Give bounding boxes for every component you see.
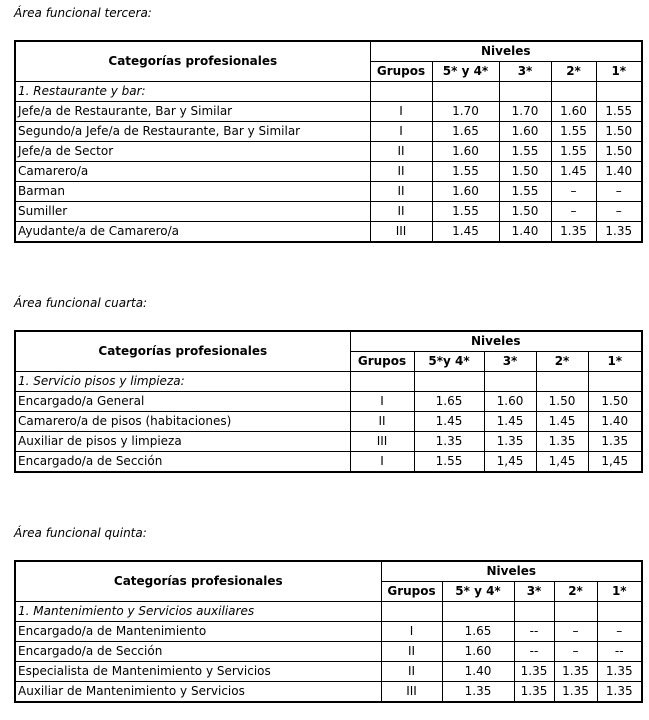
value-cell: 1.50 — [588, 392, 642, 412]
value-cell: 1.60 — [442, 642, 514, 662]
grupo-cell: II — [370, 182, 432, 202]
table-row — [15, 452, 642, 473]
table-row — [15, 412, 642, 432]
value-cell: 1.55 — [432, 202, 499, 222]
value-cell: 1.35 — [554, 662, 597, 682]
value-cell: 1.40 — [499, 222, 551, 243]
level-col-header: 1* — [588, 352, 642, 372]
value-cell: 1.35 — [588, 432, 642, 452]
value-cell: 1.55 — [499, 142, 551, 162]
section-row — [15, 82, 642, 102]
area-title-cuarta: Área funcional cuarta: — [14, 296, 148, 310]
level-col-header: 1* — [597, 582, 642, 602]
level-col-header: 2* — [554, 582, 597, 602]
table-row — [15, 162, 642, 182]
value-cell: 1.55 — [551, 122, 596, 142]
value-cell: – — [554, 642, 597, 662]
category-name: Especialista de Mantenimiento y Servicios — [15, 662, 381, 682]
value-cell: 1.60 — [432, 142, 499, 162]
value-cell: 1.40 — [588, 412, 642, 432]
value-cell: – — [551, 202, 596, 222]
value-cell: 1,45 — [484, 452, 536, 473]
value-cell: 1.45 — [432, 222, 499, 243]
category-name: Camarero/a — [15, 162, 370, 182]
value-cell: 1.65 — [432, 122, 499, 142]
value-cell: 1.70 — [432, 102, 499, 122]
grupo-cell: II — [381, 662, 442, 682]
value-cell: 1.35 — [414, 432, 484, 452]
grupos-header: Grupos — [381, 582, 442, 602]
value-cell: 1.35 — [484, 432, 536, 452]
level-col-header: 5* y 4* — [432, 62, 499, 82]
table-row — [15, 182, 642, 202]
value-cell: 1.55 — [499, 182, 551, 202]
niveles-header: Niveles — [350, 331, 642, 352]
categories-header: Categorías profesionales — [15, 41, 370, 82]
table-row — [15, 642, 642, 662]
table-row — [15, 202, 642, 222]
value-cell: 1.55 — [551, 142, 596, 162]
value-cell: 1.35 — [514, 682, 554, 703]
value-cell: 1.35 — [514, 662, 554, 682]
table-row — [15, 432, 642, 452]
level-col-header: 3* — [484, 352, 536, 372]
grupo-cell: II — [370, 162, 432, 182]
category-name: Encargado/a General — [15, 392, 350, 412]
grupo-cell: III — [350, 432, 414, 452]
grupos-header: Grupos — [370, 62, 432, 82]
value-cell: 1.50 — [499, 162, 551, 182]
grupo-cell: I — [350, 392, 414, 412]
value-cell: 1.50 — [499, 202, 551, 222]
value-cell: 1.35 — [442, 682, 514, 703]
level-col-header: 5*y 4* — [414, 352, 484, 372]
level-col-header: 3* — [499, 62, 551, 82]
value-cell: 1.45 — [536, 412, 588, 432]
category-name: Encargado/a de Mantenimiento — [15, 622, 381, 642]
table-area-tercera — [14, 40, 643, 243]
table-row — [15, 622, 642, 642]
value-cell: -- — [514, 622, 554, 642]
table-row — [15, 102, 642, 122]
category-name: Encargado/a de Sección — [15, 642, 381, 662]
value-cell: 1,45 — [536, 452, 588, 473]
value-cell: 1.35 — [554, 682, 597, 703]
category-name: Auxiliar de Mantenimiento y Servicios — [15, 682, 381, 703]
categories-header: Categorías profesionales — [15, 331, 350, 372]
value-cell: 1.55 — [414, 452, 484, 473]
value-cell: 1.50 — [536, 392, 588, 412]
value-cell: -- — [514, 642, 554, 662]
category-name: Jefe/a de Restaurante, Bar y Similar — [15, 102, 370, 122]
value-cell: 1.70 — [499, 102, 551, 122]
value-cell: 1.45 — [551, 162, 596, 182]
category-name: Ayudante/a de Camarero/a — [15, 222, 370, 243]
category-name: Auxiliar de pisos y limpieza — [15, 432, 350, 452]
value-cell: 1.35 — [597, 682, 642, 703]
grupo-cell: II — [350, 412, 414, 432]
value-cell: 1,45 — [588, 452, 642, 473]
value-cell: 1.50 — [596, 142, 642, 162]
table-row — [15, 682, 642, 703]
grupo-cell: III — [381, 682, 442, 703]
level-col-header: 5* y 4* — [442, 582, 514, 602]
value-cell: 1.35 — [551, 222, 596, 243]
grupo-cell: II — [370, 202, 432, 222]
level-col-header: 2* — [551, 62, 596, 82]
section-label: 1. Restaurante y bar: — [15, 82, 370, 102]
table-row — [15, 222, 642, 243]
grupo-cell: II — [370, 142, 432, 162]
grupo-cell: I — [381, 622, 442, 642]
grupos-header: Grupos — [350, 352, 414, 372]
value-cell: 1.35 — [536, 432, 588, 452]
category-name: Encargado/a de Sección — [15, 452, 350, 473]
value-cell: 1.60 — [551, 102, 596, 122]
value-cell: – — [551, 182, 596, 202]
area-title-tercera: Área funcional tercera: — [14, 6, 152, 20]
grupo-cell: I — [350, 452, 414, 473]
value-cell: -- — [597, 642, 642, 662]
level-col-header: 3* — [514, 582, 554, 602]
level-col-header: 1* — [596, 62, 642, 82]
value-cell: 1.65 — [414, 392, 484, 412]
section-row — [15, 602, 642, 622]
value-cell: 1.55 — [432, 162, 499, 182]
value-cell: 1.60 — [484, 392, 536, 412]
value-cell: 1.45 — [414, 412, 484, 432]
categories-header: Categorías profesionales — [15, 561, 381, 602]
value-cell: 1.50 — [596, 122, 642, 142]
grupo-cell: I — [370, 102, 432, 122]
niveles-header: Niveles — [381, 561, 642, 582]
value-cell: – — [596, 182, 642, 202]
table-area-cuarta — [14, 330, 643, 473]
value-cell: 1.35 — [596, 222, 642, 243]
value-cell: 1.55 — [596, 102, 642, 122]
value-cell: – — [554, 622, 597, 642]
grupo-cell: III — [370, 222, 432, 243]
table-area-quinta — [14, 560, 643, 703]
category-name: Sumiller — [15, 202, 370, 222]
table-row — [15, 122, 642, 142]
value-cell: – — [597, 622, 642, 642]
table-row — [15, 142, 642, 162]
value-cell: 1.40 — [442, 662, 514, 682]
value-cell: 1.60 — [499, 122, 551, 142]
category-name: Barman — [15, 182, 370, 202]
value-cell: 1.45 — [484, 412, 536, 432]
level-col-header: 2* — [536, 352, 588, 372]
section-label: 1. Servicio pisos y limpieza: — [15, 372, 350, 392]
section-label: 1. Mantenimiento y Servicios auxiliares — [15, 602, 381, 622]
value-cell: 1.40 — [596, 162, 642, 182]
value-cell: 1.60 — [432, 182, 499, 202]
value-cell: 1.65 — [442, 622, 514, 642]
category-name: Segundo/a Jefe/a de Restaurante, Bar y Similar — [15, 122, 370, 142]
grupo-cell: II — [381, 642, 442, 662]
category-name: Jefe/a de Sector — [15, 142, 370, 162]
table-row — [15, 662, 642, 682]
section-row — [15, 372, 642, 392]
grupo-cell: I — [370, 122, 432, 142]
niveles-header: Niveles — [370, 41, 642, 62]
area-title-quinta: Área funcional quinta: — [14, 526, 147, 540]
value-cell: – — [596, 202, 642, 222]
value-cell: 1.35 — [597, 662, 642, 682]
category-name: Camarero/a de pisos (habitaciones) — [15, 412, 350, 432]
table-row — [15, 392, 642, 412]
